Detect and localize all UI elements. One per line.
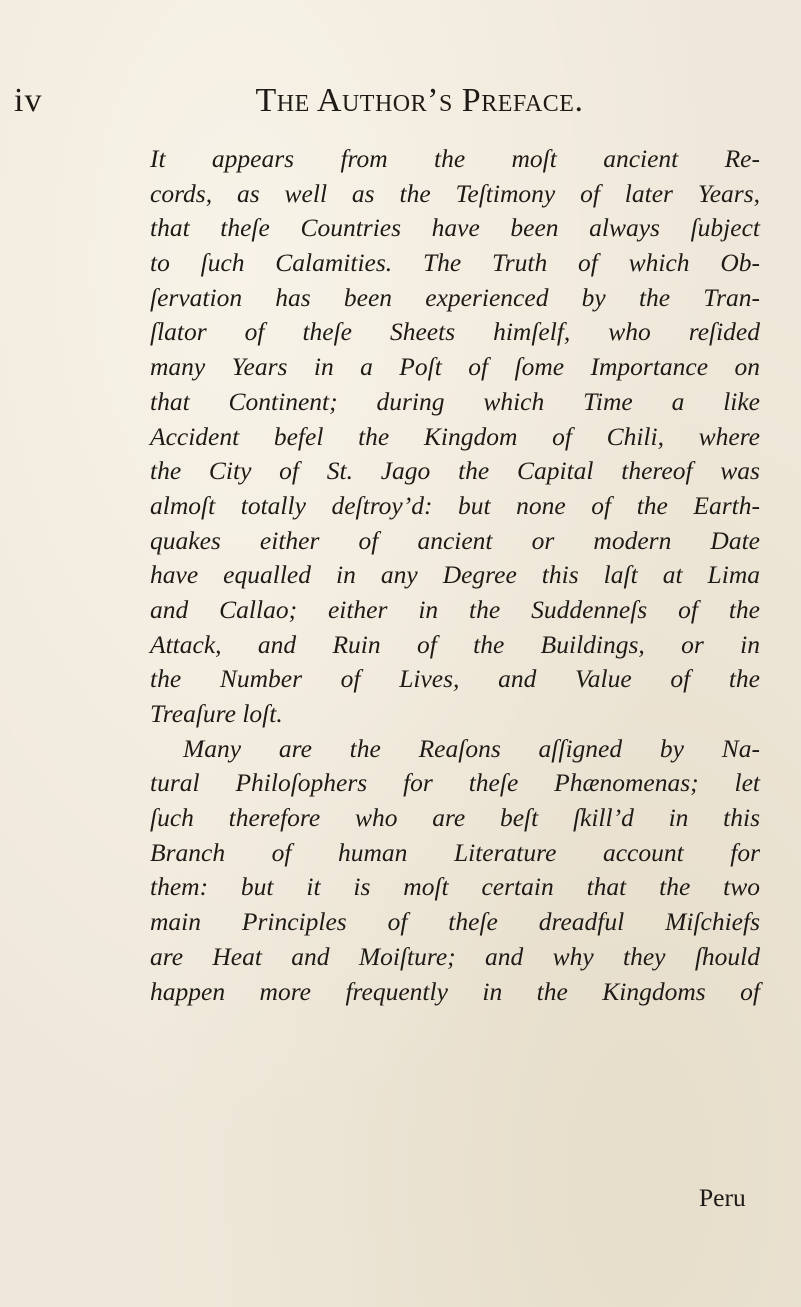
text-line: are Heat and Moiſture; and why they ſhould xyxy=(150,941,760,971)
text-line: many Years in a Poſt of ſome Importance on xyxy=(150,352,760,382)
preface-text xyxy=(150,142,760,1009)
text-line: Branch of human Literature account for xyxy=(150,837,760,867)
text-line: main Principles of theſe dreadful Miſchiefs xyxy=(150,907,760,937)
text-line: that theſe Countries have been always ſubject xyxy=(150,213,760,243)
text-line: Accident befel the Kingdom of Chili, where xyxy=(150,421,760,451)
text-line: the Number of Lives, and Value of the xyxy=(150,664,760,694)
text-line: almoſt totally deſtroy’d: but none of the Earth- xyxy=(150,490,760,520)
text-line: and Callao; either in the Suddenneſs of the xyxy=(150,594,760,624)
text-line: ſlator of theſe Sheets himſelf, who reſided xyxy=(150,317,760,347)
text-line: ſervation has been experienced by the Tran- xyxy=(150,282,760,312)
text-line: cords, as well as the Teſtimony of later Years, xyxy=(150,178,760,208)
text-line: the City of St. Jago the Capital thereof was xyxy=(150,456,760,486)
page-number: iv xyxy=(14,82,43,119)
text-line: Treaſure loſt. xyxy=(150,699,283,728)
text-line: tural Philoſophers for theſe Phænomenas; let xyxy=(150,768,760,798)
running-head: The Author’s Preface. xyxy=(255,82,584,119)
text-line: Many are the Reaſons aſſigned by Na- xyxy=(183,733,760,763)
text-line: have equalled in any Degree this laſt at Lima xyxy=(150,560,760,590)
text-line: It appears from the moſt ancient Re- xyxy=(150,144,760,173)
text-line: Attack, and Ruin of the Buildings, or in xyxy=(150,629,760,659)
text-line: that Continent; during which Time a like xyxy=(150,386,760,416)
text-line: happen more frequently in the Kingdoms of xyxy=(150,976,760,1006)
catchword: Peru xyxy=(699,1183,746,1212)
text-line: ſuch therefore who are beſt ſkill’d in this xyxy=(150,803,760,833)
text-line: quakes either of ancient or modern Date xyxy=(150,525,760,555)
text-line: to ſuch Calamities. The Truth of which Ob- xyxy=(150,248,760,278)
text-line: them: but it is moſt certain that the two xyxy=(150,872,760,902)
